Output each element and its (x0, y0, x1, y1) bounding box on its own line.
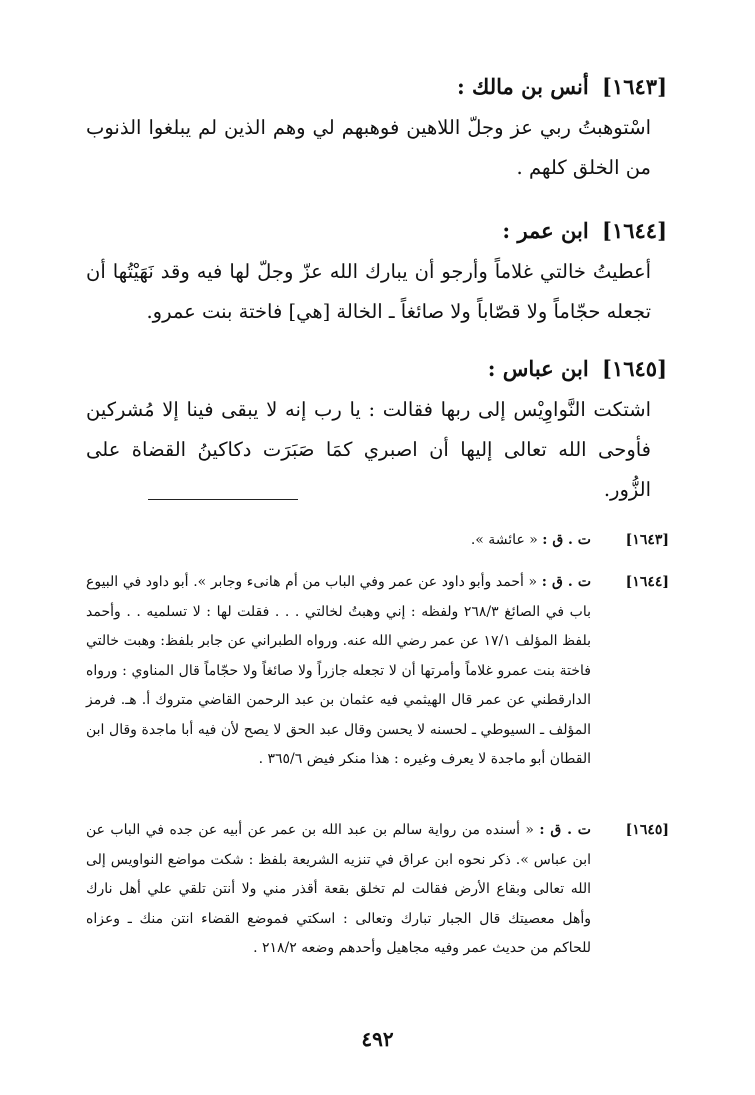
footnote-text: « أحمد وأبو داود عن عمر وفي الباب من أم هانىء وجابر ». أبو داود في البيوع باب في الصائغ ٢٦٨/٣ ولفظه : إني وهبتُ لخالتي . . . فقلت لها : لا تسلميه . . وأحمد بلفظ المؤلف ١٧/١ عن عمر رضي الله عنه. ورواه الطبراني عن جابر بلفظ: وهبت خالتي فاختة بنت عمرو غلاماً وأمرتها أن لا تجعله جازراً ولا صائغاً ولا حجّاماً قال المناوي : ورواه الدارقطني عن عمر قال الهيثمي فيه عثمان بن عبد الرحمن القاضي متروك أ. هـ. فرمز المؤلف ـ السيوطي ـ لحسنه لا يحسن وقال عبد الحق لا يصح لأن فيه أبا ماجدة وقال ابن القطان أبو ماجدة لا يعرف وغيره : هذا منكر فيض ٣٦٥/٦ . (86, 574, 591, 767)
entry-narrator: ابن عمر : (502, 218, 589, 243)
footnote-separator (148, 499, 298, 500)
footnote (86, 526, 669, 556)
footnote-marker: ت . ق : (541, 574, 591, 590)
footnote-marker: ت . ق : (539, 822, 591, 838)
footnote-number: [١٦٤٤] (625, 574, 669, 590)
footnote-marker: ت . ق : (542, 532, 591, 548)
hadith-entry (86, 214, 667, 332)
entry-text: اسْتوهبتُ ربي عز وجلّ اللاهين فوهبهم لي وهم الذين لم يبلغوا الذنوب من الخلق كلهم . (86, 116, 651, 179)
footnote-number: [١٦٤٣] (625, 532, 669, 548)
entry-text: أعطيتُ خالتي غلاماً وأرجو أن يبارك الله عزّ وجلّ لها فيه وقد نَهَيْتُها أن تجعله حجّاماً ولا قصّاباً ولا صائغاً ـ الخالة [هي] فاختة بنت عمرو. (86, 260, 651, 323)
entry-narrator: أنس بن مالك : (456, 74, 589, 99)
hadith-entry (86, 70, 667, 188)
entry-number: [١٦٤٣] (602, 74, 667, 99)
entry-number: [١٦٤٥] (602, 356, 667, 381)
hadith-entry (86, 352, 667, 510)
footnote-text: « أسنده من رواية سالم بن عبد الله بن عمر عن أبيه عن جده في الباب عن ابن عباس ». ذكر نحوه ابن عراق في تنزيه الشريعة بلفظ : شكت مواضع النواويس إلى الله تعالى وبقاع الأرض فقالت لم تخلق بقعة أقذر مني ولا أنتن تلقي علي أهل نارك وأهل معصيتك قال الجبار تبارك وتعالى : اسكتي فموضع القضاء انتن منك ـ وعزاه للحاكم من حديث عمر وفيه مجاهيل وأحدهم وضعه ٢١٨/٢ . (86, 822, 591, 956)
footnote-number: [١٦٤٥] (625, 822, 669, 838)
page-number: ٤٩٢ (361, 1027, 394, 1051)
entry-heading (86, 214, 667, 248)
entry-heading (86, 70, 667, 104)
footnote-text: « عائشة ». (470, 532, 538, 548)
footnote-body (86, 568, 591, 775)
footnote-body (86, 816, 591, 964)
footnote-body (86, 526, 591, 556)
entry-text: اشتكت النَّواوِيْس إلى ربها فقالت : يا رب إنه لا يبقى فينا إلا مُشركين فأوحى الله تعالى إليها أن اصبري كمَا صَبَرَت دكاكينُ القضاة على الزُّور. (86, 398, 651, 501)
entry-heading (86, 352, 667, 386)
footnote (86, 816, 669, 964)
entry-narrator: ابن عباس : (487, 356, 589, 381)
footnote (86, 568, 669, 775)
entry-number: [١٦٤٤] (602, 218, 667, 243)
